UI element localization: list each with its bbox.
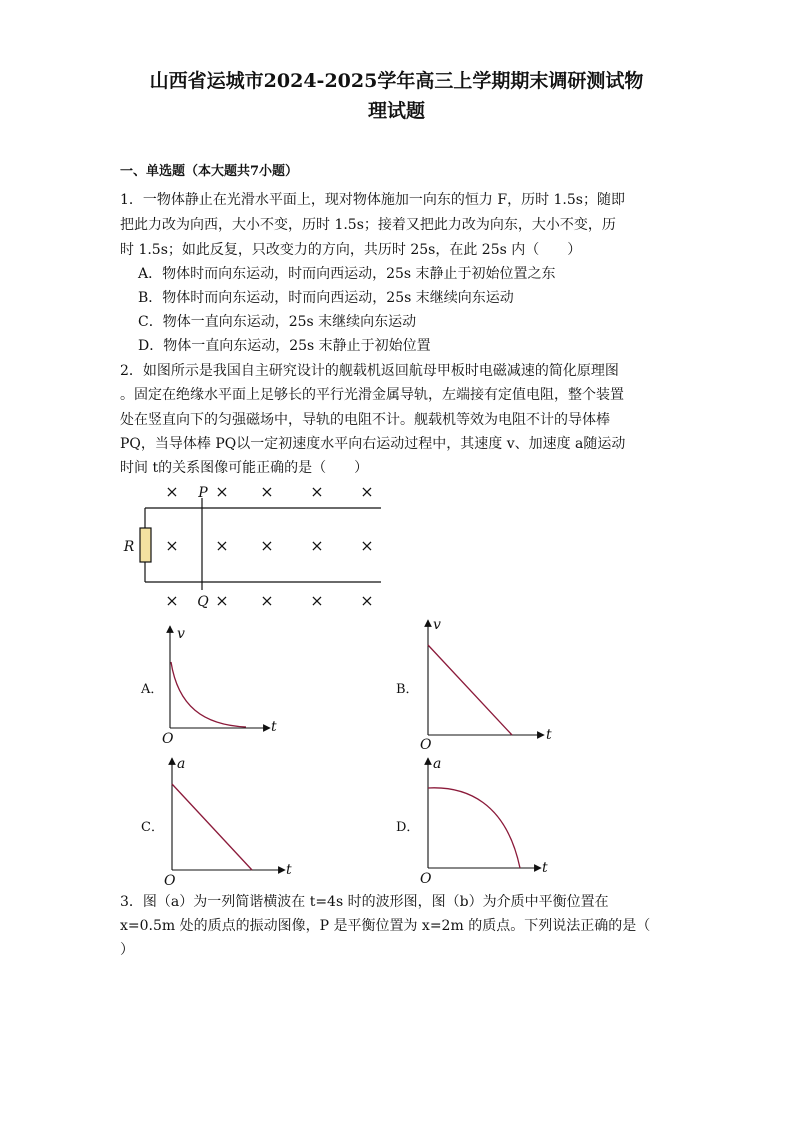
acceleration-concave-curve xyxy=(428,788,520,868)
y-axis-label: v xyxy=(177,626,185,642)
rail-circuit-diagram xyxy=(115,478,395,613)
q2-line-4: PQ，当导体棒 PQ以一定初速度水平向右运动过程中，其速度 v、加速度 a随运动 xyxy=(120,436,626,452)
field-cross: × xyxy=(165,482,179,501)
field-cross: × xyxy=(360,482,374,501)
field-cross: × xyxy=(260,591,274,610)
field-cross: × xyxy=(360,591,374,610)
field-cross: × xyxy=(215,536,229,555)
origin-label: O xyxy=(162,731,174,747)
origin-label: O xyxy=(420,737,432,752)
acceleration-linear-line xyxy=(172,784,252,870)
q1-option-c: C．物体一直向东运动，25s 末继续向东运动 xyxy=(138,314,417,330)
field-cross: × xyxy=(310,482,324,501)
paper-title-line1: 山西省运城市2024-2025学年高三上学期期末调研测试物 xyxy=(149,70,644,92)
graph-a-option-label: A． xyxy=(141,682,164,697)
field-cross: × xyxy=(260,482,274,501)
graph-c xyxy=(160,752,300,890)
q2-line-3: 处在竖直向下的匀强磁场中，导轨的电阻不计。舰载机等效为电阻不计的导体棒 xyxy=(120,412,610,428)
q1-line-1: 1．一物体静止在光滑水平面上，现对物体施加一向东的恒力 F，历时 1.5s；随即 xyxy=(120,192,625,208)
origin-label: O xyxy=(164,873,176,889)
x-axis-label: t xyxy=(542,860,548,876)
field-cross: × xyxy=(165,536,179,555)
label-q: Q xyxy=(197,594,209,610)
q3-line-2: x=0.5m 处的质点的振动图像，P 是平衡位置为 x=2m 的质点。下列说法正确的是（ xyxy=(120,918,651,934)
y-axis-label: a xyxy=(433,756,442,772)
velocity-linear-line xyxy=(428,645,512,735)
q1-option-d: D．物体一直向东运动，25s 末静止于初始位置 xyxy=(138,338,431,354)
graph-d xyxy=(416,752,556,888)
field-cross: × xyxy=(215,591,229,610)
field-cross: × xyxy=(310,536,324,555)
q1-option-a: A．物体时而向东运动，时而向西运动，25s 末静止于初始位置之东 xyxy=(138,266,556,282)
origin-label: O xyxy=(420,871,432,887)
field-cross: × xyxy=(165,591,179,610)
y-axis-label: v xyxy=(433,617,441,633)
q3-line-1: 3．图（a）为一列简谐横波在 t=4s 时的波形图，图（b）为介质中平衡位置在 xyxy=(120,894,609,910)
section-heading: 一、单选题（本大题共7小题） xyxy=(120,164,299,179)
field-cross: × xyxy=(360,536,374,555)
graph-b xyxy=(416,612,561,752)
graph-d-option-label: D． xyxy=(396,820,420,835)
x-axis-label: t xyxy=(271,719,277,735)
graph-b-option-label: B． xyxy=(396,682,419,697)
resistor-r xyxy=(140,528,151,562)
x-axis-label: t xyxy=(286,862,292,878)
label-p: P xyxy=(198,485,208,501)
q2-line-5: 时间 t的关系图像可能正确的是（ ） xyxy=(120,460,369,476)
label-r: R xyxy=(123,539,135,555)
velocity-exponential-curve xyxy=(171,662,246,727)
paper-title-line2: 理试题 xyxy=(367,100,425,122)
q3-line-3: ） xyxy=(120,942,134,958)
x-axis-label: t xyxy=(546,727,552,743)
q1-line-2: 把此力改为向西，大小不变，历时 1.5s；接着又把此力改为向东，大小不变，历 xyxy=(120,217,616,233)
graph-a xyxy=(158,618,288,748)
q2-line-1: 2．如图所示是我国自主研究设计的舰载机返回航母甲板时电磁减速的简化原理图 xyxy=(120,363,619,379)
graph-c-option-label: C． xyxy=(141,820,164,835)
y-axis-label: a xyxy=(177,756,186,772)
field-cross: × xyxy=(215,482,229,501)
q1-line-3: 时 1.5s；如此反复，只改变力的方向，共历时 25s，在此 25s 内（ ） xyxy=(120,242,582,258)
q2-line-2: 。固定在绝缘水平面上足够长的平行光滑金属导轨，左端接有定值电阻，整个装置 xyxy=(120,387,624,403)
q1-option-b: B．物体时而向东运动，时而向西运动，25s 末继续向东运动 xyxy=(138,290,514,306)
field-cross: × xyxy=(260,536,274,555)
field-cross: × xyxy=(310,591,324,610)
